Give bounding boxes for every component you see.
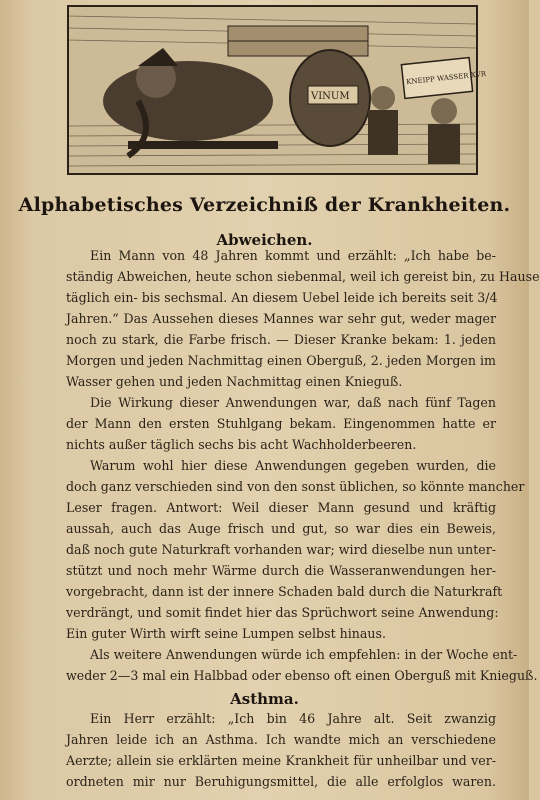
text-line: Morgen und jeden Nachmittag einen Oberguß, 2. jeden Morgen im <box>66 353 496 368</box>
text-line: Jahren leide ich an Asthma. Ich wandte mich an verschiedene <box>66 732 496 747</box>
text-line: Ein Herr erzählt: „Ich bin 46 Jahre alt. Seit zwanzig <box>90 711 496 726</box>
text-line: ständig Abweichen, heute schon siebenmal, weil ich gereist bin, zu Hause <box>66 269 540 284</box>
text-line: aussah, auch das Auge frisch und gut, so war dies ein Beweis, <box>66 521 496 536</box>
text-line: noch zu stark, die Farbe frisch. — Dieser Kranke bekam: 1. jeden <box>66 332 496 347</box>
text-line: Jahren.“ Das Aussehen dieses Mannes war sehr gut, weder mager <box>66 311 496 326</box>
section-heading-abweichen: Abweichen. <box>216 231 313 249</box>
barrel-text: VINUM <box>311 91 350 102</box>
text-line: der Mann den ersten Stuhlgang bekam. Eingenommen hatte er <box>66 416 496 431</box>
woodcut-illustration <box>68 6 487 174</box>
text-line: Ein Mann von 48 Jahren kommt und erzählt: „Ich habe be- <box>90 248 496 263</box>
text-line: Wasser gehen und jeden Nachmittag einen Knieguß. <box>66 374 403 389</box>
text-line: Warum wohl hier diese Anwendungen gegeben wurden, die <box>90 458 496 473</box>
text-line: verdrängt, und somit findet hier das Sprüchwort seine Anwendung: <box>66 605 499 620</box>
text-line: Leser fragen. Antwort: Weil dieser Mann gesund und kräftig <box>66 500 496 515</box>
text-line: nichts außer täglich sechs bis acht Wachholderbeeren. <box>66 437 417 452</box>
text-line: vorgebracht, dann ist der innere Schaden bald durch die Naturkraft <box>66 584 503 599</box>
text-line: daß noch gute Naturkraft vorhanden war; wird dieselbe nun unter- <box>66 542 497 557</box>
section-heading-asthma: Asthma. <box>230 690 299 708</box>
text-line: Aerzte; allein sie erklärten meine Krankheit für unheilbar und ver- <box>66 753 496 768</box>
text-line: Die Wirkung dieser Anwendungen war, daß nach fünf Tagen <box>90 395 496 410</box>
text-line: ordneten mir nur Beruhigungsmittel, die alle erfolglos waren. <box>66 774 496 789</box>
text-line: Ein guter Wirth wirft seine Lumpen selbst hinaus. <box>66 626 386 641</box>
page-title: Alphabetisches Verzeichniß der Krankheiten. <box>18 194 511 216</box>
sign-text: KNEIPP WASSER XVR <box>405 69 487 87</box>
text-line: Als weitere Anwendungen würde ich empfehlen: in der Woche ent- <box>90 647 518 662</box>
text-line: stützt und noch mehr Wärme durch die Wasseranwendungen her- <box>66 563 496 578</box>
text-line: doch ganz verschieden sind von den sonst üblichen, so könnte mancher <box>66 479 525 494</box>
text-line: weder 2—3 mal ein Halbbad oder ebenso oft einen Oberguß mit Knieguß. <box>66 668 538 683</box>
text-line: täglich ein- bis sechsmal. An diesem Uebel leide ich bereits seit 3/4 <box>66 290 498 305</box>
